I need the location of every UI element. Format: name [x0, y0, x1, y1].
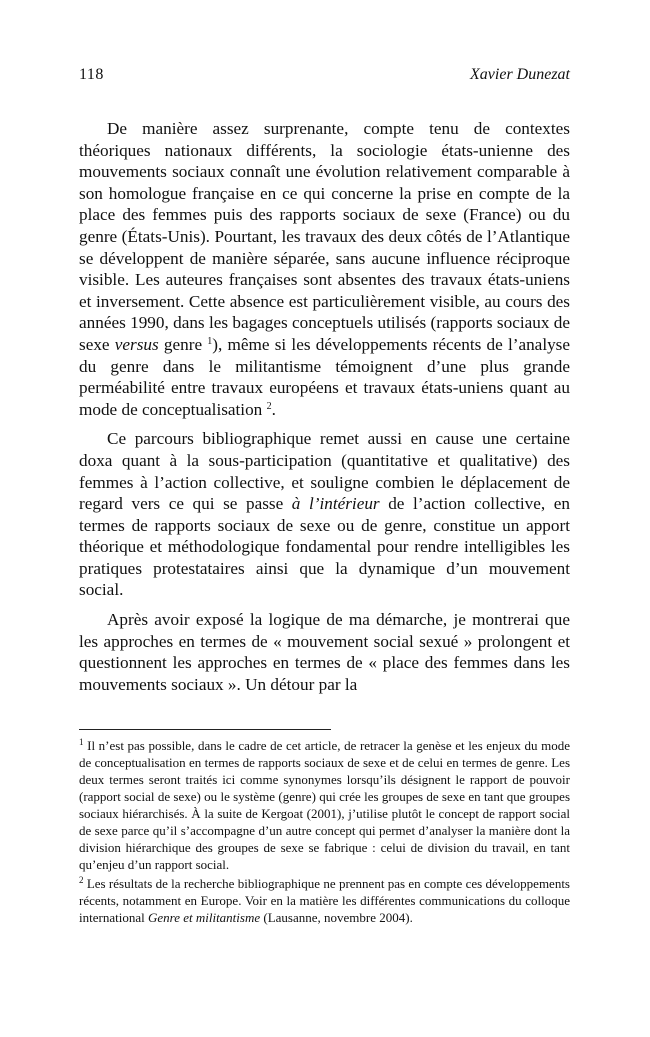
footnote-2: $^2$ Les résultats de la recherche bibliographique ne prennent pas en compte ces développements récents, notamment en Europe. Voir en la matière les différentes communications du colloque international Genre et militantisme (Lausanne, novembre 2004). — [79, 875, 570, 925]
footnotes — [79, 737, 570, 928]
page-number: 118 — [79, 66, 104, 83]
footnote-separator — [79, 729, 331, 730]
italic-versus: versus — [114, 334, 159, 354]
footnote-ref-2[interactable]: 2 — [266, 400, 272, 412]
paragraph-3: Après avoir exposé la logique de ma démarche, je montrerai que les approches en termes de « mouvement social sexué » prolongent et questionnent les approches en termes de « place des femmes dans les mouvements sociaux ». Un détour par la — [79, 610, 570, 694]
footnote-ref-1[interactable]: 1 — [207, 335, 213, 347]
running-head — [79, 66, 570, 84]
italic-colloque-title: Genre et militantisme — [147, 910, 261, 925]
paragraph-1: De manière assez surprenante, compte tenu de contextes théoriques nationaux différents, la sociologie états-unienne des mouvements sociaux connaît une évolution relativement comparable à son homologue française en ce qui concerne la prise en compte de la place des femmes puis des rapports sociaux de sexe (France) ou du genre (États-Unis). Pourtant, les travaux des deux côtés de l’Atlantique se développent de manière séparée, sans aucune influence réciproque visible. Les auteures françaises sont absentes des travaux états-uniens et inversement. Cette absence est particulièrement visible, au cours des années 1990, dans les bagages conceptuels utilisés (rapports sociaux de sexe versus genre $^1$), même si les développements récents de l’analyse du genre dans le militantisme témoignent d’une plus grande perméabilité entre travaux européens et travaux états-uniens quant au mode de conceptualisation $^2$. — [79, 119, 571, 419]
paragraph-2: Ce parcours bibliographique remet aussi en cause une certaine doxa quant à la sous-participation (quantitative et qualitative) des femmes à l’action collective, et souligne combien le déplacement de regard vers ce qui se passe à l’intérieur de l’action collective, en termes de rapports sociaux de sexe ou de genre, constitue un apport théorique et méthodologique fondamental pour rendre intelligibles les pratiques protestataires ainsi que la dynamique d’un mouvement social. — [79, 429, 570, 600]
footnote-number: 1 — [79, 737, 84, 747]
running-head-author: Xavier Dunezat — [470, 66, 570, 83]
body-text — [79, 118, 570, 695]
footnote-1: $^1$ Il n’est pas possible, dans le cadre de cet article, de retracer la genèse et les enjeux du mode de conceptualisation en termes de rapports sociaux de sexe et de celui en termes de genre. Les deux termes seront traités ici comme synonymes lorsqu’ils désignent le rapport de pouvoir (rapport social de sexe) ou le système (genre) qui crée les groupes de sexe en tant que groupes sociaux hiérarchisés. À la suite de Kergoat (2001), j’utilise plutôt le concept de rapport social de sexe parce qu’il s’accompagne d’un autre concept qui permet d’analyser la manière dont la division hiérarchique des groupes de sexe se fabrique : celui de division du travail, en tant qu’enjeu d’un rapport social. — [79, 737, 570, 872]
footnote-number: 2 — [79, 875, 84, 885]
italic-interieur: à l’intérieur — [291, 494, 380, 514]
